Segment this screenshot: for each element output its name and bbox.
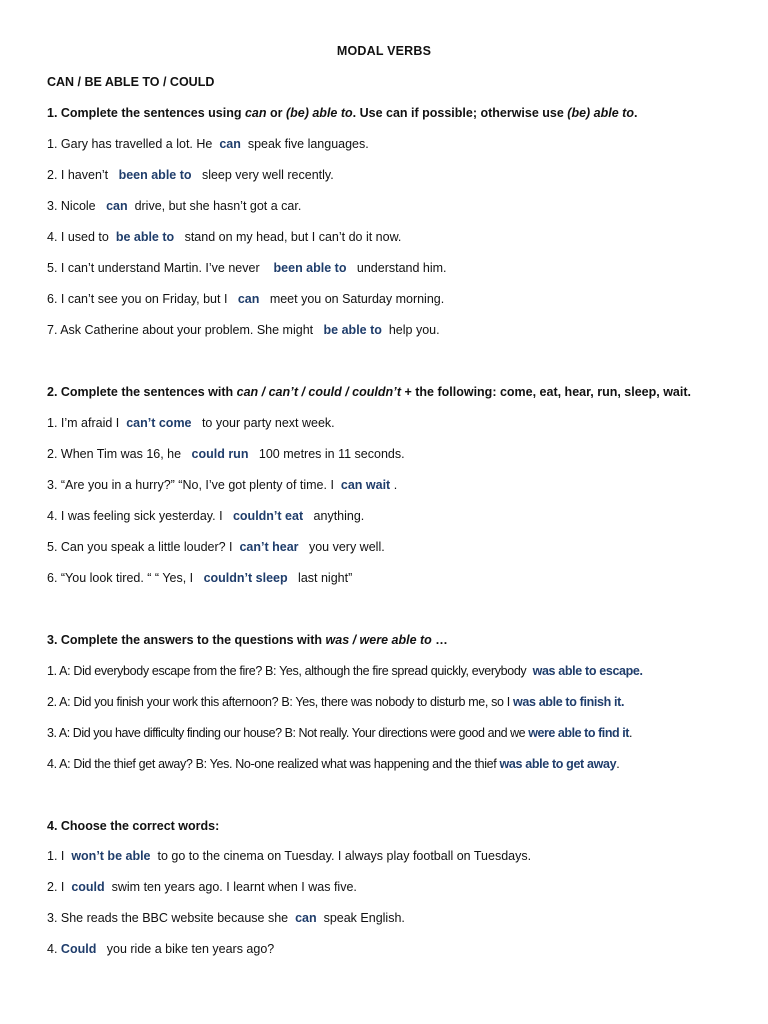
exercise-item: 1. I won’t be able to go to the cinema on Tuesday. I always play football on Tuesdays.	[47, 849, 532, 863]
exercise-item: 2. I could swim ten years ago. I learnt when I was five.	[47, 880, 357, 894]
exercise-item: 6. “You look tired. “ “ Yes, I couldn’t sleep last night”	[47, 571, 353, 585]
exercise-item: 2. A: Did you finish your work this afternoon? B: Yes, there was nobody to disturb me, so I was able to finish it.	[47, 695, 625, 709]
section-subtitle: CAN / BE ABLE TO / COULD	[47, 75, 215, 89]
answer: can	[295, 911, 317, 925]
answer: been able to	[273, 261, 347, 275]
exercise-item: 1. Gary has travelled a lot. He can speak five languages.	[47, 137, 369, 151]
exercise-item: 4. I used to be able to stand on my head, but I can’t do it now.	[47, 230, 402, 244]
exercise-item: 3. A: Did you have difficulty finding our house? B: Not really. Your directions were good and we were able to find it.	[47, 726, 632, 740]
exercise-item: 2. I haven’t been able to sleep very well recently.	[47, 168, 334, 182]
answer: Could	[60, 942, 97, 956]
answer: can’t hear	[239, 540, 299, 554]
answer: was able to finish it.	[513, 695, 625, 709]
exercise-item: 2. When Tim was 16, he could run 100 metres in 11 seconds.	[47, 447, 405, 461]
answer: couldn’t eat	[232, 509, 304, 523]
answer: be able to	[115, 230, 175, 244]
answer: won’t be able	[71, 849, 151, 863]
answer: could	[71, 880, 105, 894]
exercise-item: 1. A: Did everybody escape from the fire? B: Yes, although the fire spread quickly, everybody was able to escape.	[47, 664, 643, 678]
answer: couldn’t sleep	[203, 571, 288, 585]
exercise-item: 4. I was feeling sick yesterday. I couldn’t eat anything.	[47, 509, 365, 523]
answer: been able to	[118, 168, 192, 182]
exercise-item: 3. Nicole can drive, but she hasn’t got a car.	[47, 199, 302, 213]
answer: could run	[191, 447, 249, 461]
answer: was able to escape.	[532, 664, 643, 678]
section1-instruction: 1. Complete the sentences using can or (be) able to. Use can if possible; otherwise use (be) able to.	[47, 106, 638, 120]
answer: can	[237, 292, 260, 306]
exercise-item: 1. I’m afraid I can’t come to your party next week.	[47, 416, 335, 430]
section2-instruction: 2. Complete the sentences with can / can’t / could / couldn’t + the following: come, eat, hear, run, sleep, wait.	[47, 385, 691, 399]
exercise-item: 3. She reads the BBC website because she can speak English.	[47, 911, 405, 925]
section4-instruction: 4. Choose the correct words:	[47, 819, 220, 833]
answer: can wait	[340, 478, 391, 492]
answer: be able to	[323, 323, 382, 337]
exercise-item: 4. Could you ride a bike ten years ago?	[47, 942, 275, 956]
exercise-item: 4. A: Did the thief get away? B: Yes. No-one realized what was happening and the thief was able to get away.	[47, 757, 620, 771]
section3-instruction: 3. Complete the answers to the questions with was / were able to …	[47, 633, 448, 647]
answer: can	[106, 199, 128, 213]
exercise-item: 5. I can’t understand Martin. I’ve never been able to understand him.	[47, 261, 447, 275]
exercise-item: 3. “Are you in a hurry?” “No, I’ve got plenty of time. I can wait .	[47, 478, 398, 492]
answer: was able to get away	[499, 757, 617, 771]
page-title: MODAL VERBS	[336, 44, 432, 58]
exercise-item: 6. I can’t see you on Friday, but I can meet you on Saturday morning.	[47, 292, 445, 306]
exercise-item: 5. Can you speak a little louder? I can’t hear you very well.	[47, 540, 385, 554]
answer: were able to find it	[528, 726, 629, 740]
answer: can’t come	[126, 416, 192, 430]
exercise-item: 7. Ask Catherine about your problem. She might be able to help you.	[47, 323, 440, 337]
answer: can	[219, 137, 241, 151]
